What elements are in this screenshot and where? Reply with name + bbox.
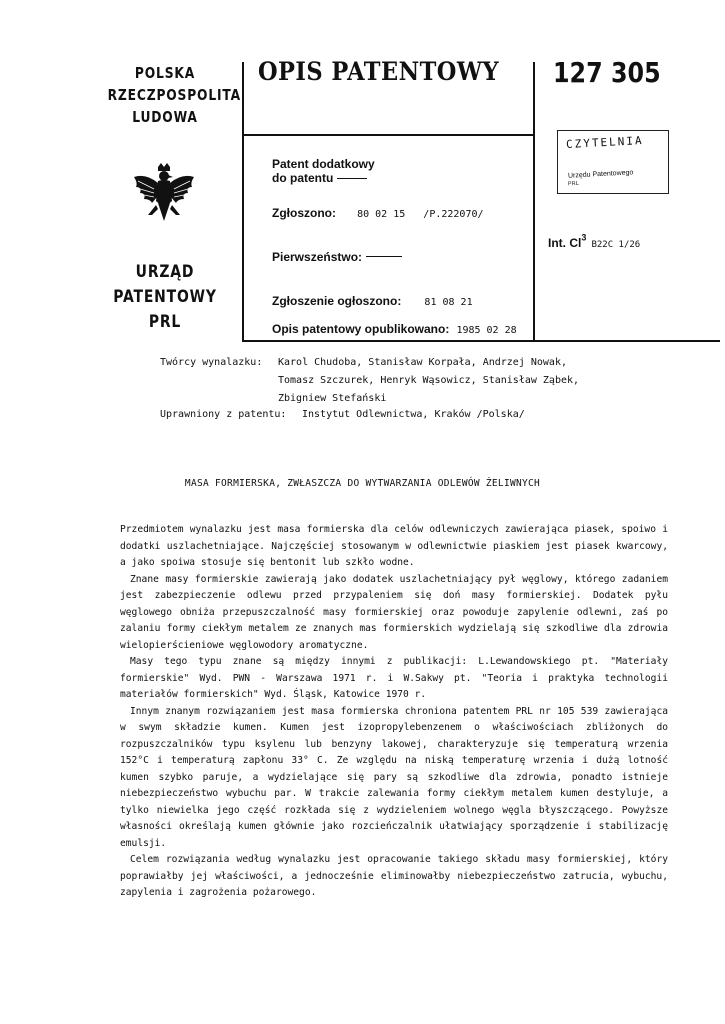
country-line-3: LUDOWA <box>132 108 198 126</box>
int-cl-superscript: 3 <box>581 232 587 243</box>
priority-blank <box>366 256 402 257</box>
country-name <box>107 62 241 128</box>
published-row <box>272 318 517 337</box>
holder-label: Uprawniony z patentu: <box>160 409 287 420</box>
stamp-line-1: Urzędu Patentowego <box>567 169 634 180</box>
additional-patent-label-text: do patentu <box>272 171 334 185</box>
additional-patent-label-line-2 <box>272 171 375 185</box>
patent-office-name <box>108 260 223 335</box>
patent-number: 127 305 <box>553 56 661 89</box>
country-line-1: POLSKA <box>134 64 196 82</box>
invention-title: MASA FORMIERSKA, ZWŁASZCZA DO WYTWARZANIA ODLEWÓW ŻELIWNYCH <box>184 478 541 489</box>
announced-row <box>272 290 473 309</box>
filed-value: 80 02 15 /P.222070/ <box>357 209 484 220</box>
published-label: Opis patentowy opublikowano: <box>272 322 450 336</box>
additional-patent-label-line-1: Patent dodatkowy <box>272 157 375 171</box>
stamp-title: CZYTELNIA <box>565 133 644 152</box>
paragraph: Znane masy formierskie zawierają jako dodatek uszlachetniający pył węglowy, którego zadaniem jest zabezpieczenie odlewu przed przypaleniem się doń masy formierskiej. Dodatek pyłu węglowego obniża przepuszczalność masy formierskiej oraz powoduje zapylenie odlewni, zaś po zalaniu formy ciekłym metalem ze znanych mas formierskich wydzielają się szkodliwe dla zdrowia wielopierścieniowe węglowodory aromatyczne. <box>120 573 668 651</box>
int-cl-row <box>548 232 640 251</box>
country-line-2: RZECZPOSPOLITA <box>107 86 241 104</box>
announced-value: 81 08 21 <box>424 297 473 308</box>
office-line-2: PATENTOWY <box>113 287 217 307</box>
inventors-line-2: Tomasz Szczurek, Henryk Wąsowicz, Stanisław Ząbek, <box>278 375 580 386</box>
int-cl-label: Int. Cl <box>548 236 582 250</box>
header-bottom-rule <box>243 340 720 342</box>
description-body <box>120 522 668 902</box>
filed-label: Zgłoszono: <box>272 206 336 220</box>
announced-label: Zgłoszenie ogłoszono: <box>272 294 402 308</box>
left-divider <box>242 62 244 342</box>
library-stamp <box>557 130 669 194</box>
additional-patent-blank <box>337 178 367 179</box>
document-type-title: OPIS PATENTOWY <box>258 57 500 86</box>
paragraph: Masy tego typu znane są między innymi z publikacji: L.Lewandowskiego pt. "Materiały formierskie" Wyd. PWN - Warszawa 1971 r. i W.Sakwy pt. "Teoria i praktyka technologii materiałów formierskich" Wyd. Śląsk, Katowice 1970 r. <box>120 656 668 700</box>
inventors-line-3: Zbigniew Stefański <box>278 393 387 404</box>
right-divider <box>533 62 535 342</box>
published-value: 1985 02 28 <box>456 325 517 336</box>
office-line-3: PRL <box>148 312 182 332</box>
additional-patent-label <box>272 157 375 185</box>
int-cl-value: B22C 1/26 <box>591 240 641 250</box>
priority-label: Pierwszeństwo: <box>272 250 363 264</box>
office-line-1: URZĄD <box>135 262 195 282</box>
stamp-line-2: PRL <box>567 180 579 188</box>
eagle-emblem-icon <box>132 163 196 231</box>
inventors-line-1: Karol Chudoba, Stanisław Korpała, Andrzej Nowak, <box>278 357 567 368</box>
paragraph: Innym znanym rozwiązaniem jest masa formierska chroniona patentem PRL nr 105 539 zawierająca w swym składzie kumen. Kumen jest izopropylebenzenem o właściwościach zbliżonych do rozpuszczalników typu ksylenu lub benzyny lakowej, charakteryzuje się temperaturą wrzenia 152°C i temperaturą zapłonu 33° C. Ze względu na niską temperaturę wrzenia i dużą lotność kumen szybko paruje, a wydzielające się pary są szkodliwe dla zdrowia, ponadto istnieje niebezpieczeństwo wybuchu par. W trakcie zalewania formy ciekłym metalem kumen destyluje, a tylko niewielka jego część rozkłada się z wydzieleniem wolnego węgla błyszczącego. Powyższe własności określają kumen głównie jako rozcieńczalnik ułatwiający sporządzenie i stabilizację emulsji. <box>120 705 668 849</box>
paragraph: Celem rozwiązania według wynalazku jest opracowanie takiego składu masy formierskiej, który poprawiałby jej właściwości, a jednocześnie eliminowałby niebezpieczeństwo zatrucia, wybuchu, zapylenia i zagrożenia pożarowego. <box>120 854 668 898</box>
priority-row <box>272 246 402 265</box>
holder-value: Instytut Odlewnictwa, Kraków /Polska/ <box>302 409 525 420</box>
title-divider <box>243 134 533 136</box>
inventors-label: Twórcy wynalazku: <box>160 357 263 368</box>
filed-row <box>272 202 484 221</box>
paragraph: Przedmiotem wynalazku jest masa formierska dla celów odlewniczych zawierająca piasek, spoiwo i dodatki uszlachetniające. Najczęściej stosowanym w odlewnictwie piaskiem jest piasek kwarcowy, a jako spoiwa stosuje się bentonit lub szkło wodne. <box>120 524 668 568</box>
